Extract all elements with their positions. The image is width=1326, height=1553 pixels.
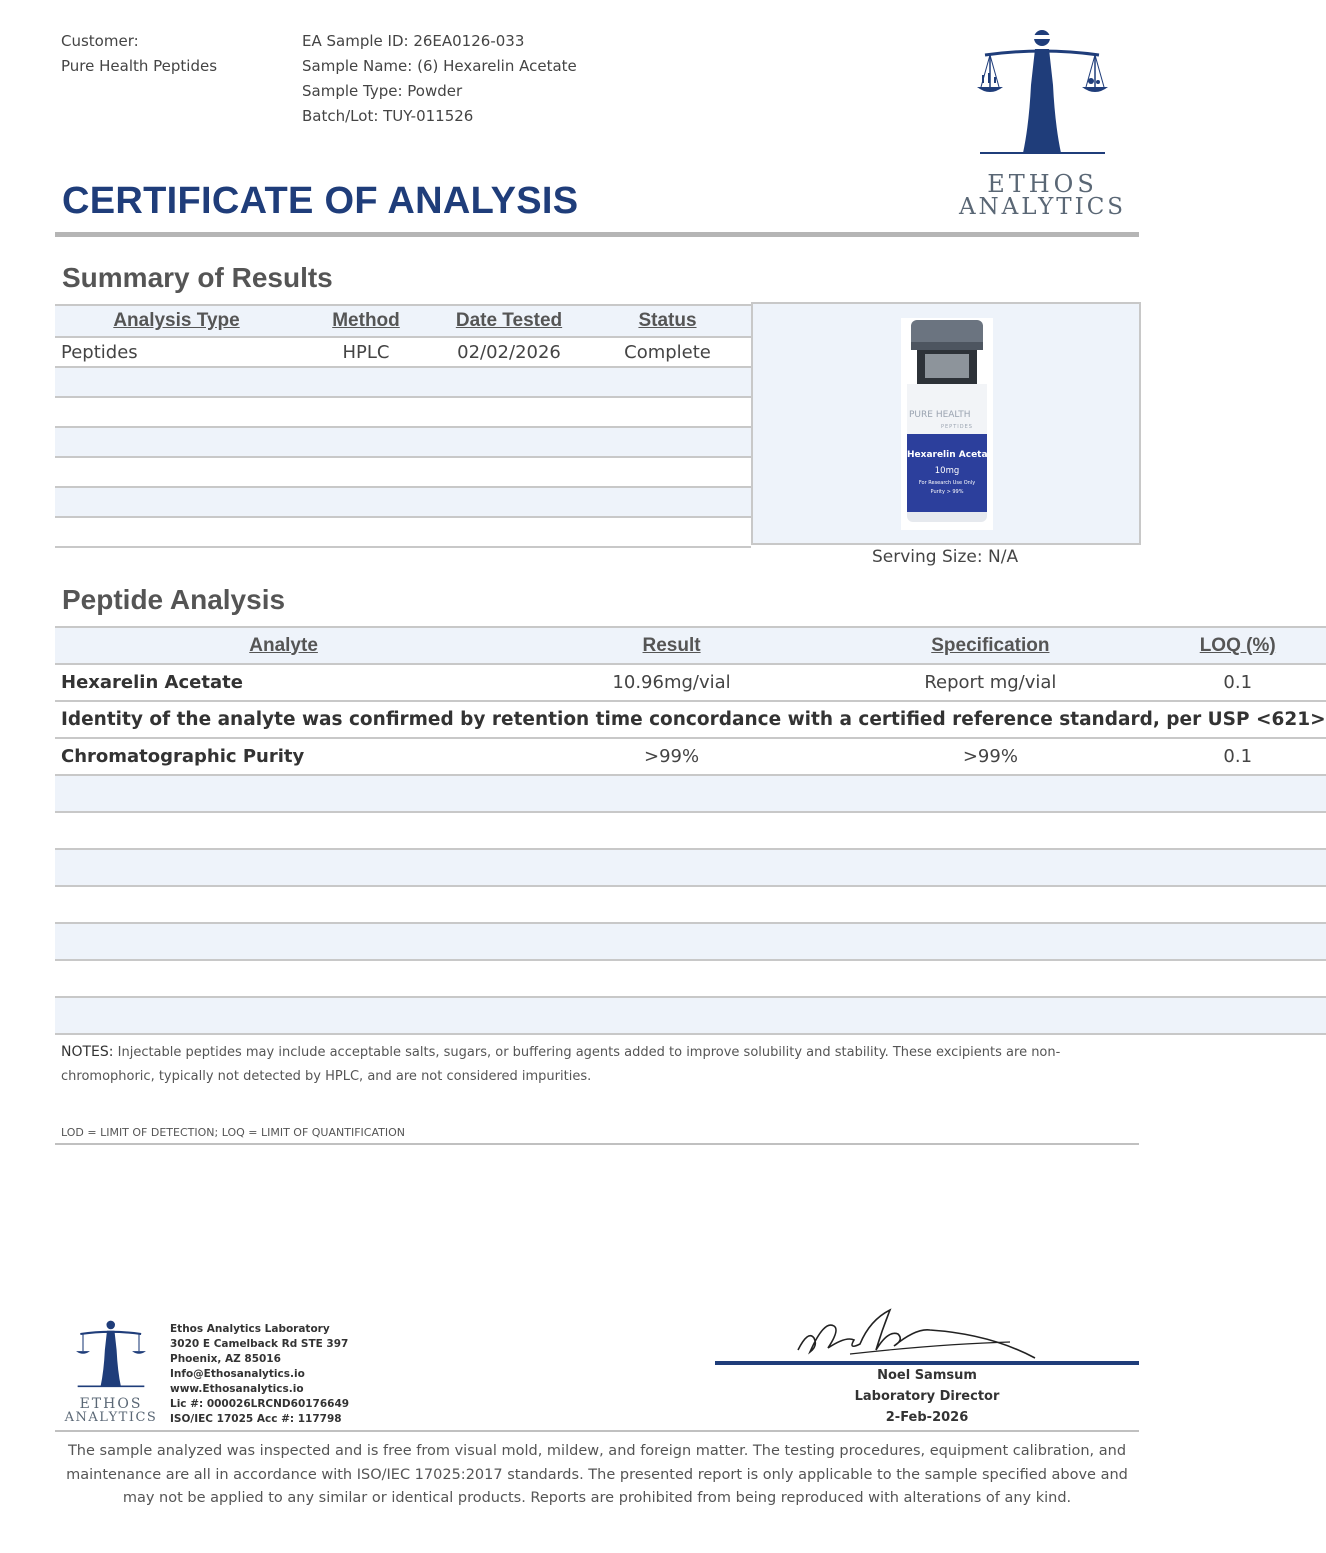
peptide-header-loq: LOQ (%) xyxy=(1150,627,1326,664)
customer-label: Customer: xyxy=(61,32,139,50)
summary-empty-row xyxy=(55,517,751,547)
summary-header-row xyxy=(55,305,751,337)
summary-header-status: Status xyxy=(584,305,751,337)
summary-header-method: Method xyxy=(298,305,434,337)
peptide-empty-row xyxy=(55,775,1326,812)
footer-logo xyxy=(56,1318,166,1428)
sample-name: Sample Name: (6) Hexarelin Acetate xyxy=(302,57,577,75)
analyte-loq: 0.1 xyxy=(1150,664,1326,701)
footer-logo-ethos: ETHOS xyxy=(79,1396,143,1412)
notes-label: NOTES: xyxy=(61,1044,114,1060)
disclaimer: The sample analyzed was inspected and is free from visual mold, mildew, and foreign matter. The testing procedures, equipment calibration, and maintenance are all in accordance with ISO/IEC 17025:2017 standards. The presented report is only applicable to the sample specified above and may not be applied to any similar or identical products. Reports are prohibited from being reproduced with alterations of any kind. xyxy=(66,1443,1128,1506)
signature-line xyxy=(715,1361,1139,1365)
signer-date: 2-Feb-2026 xyxy=(885,1410,969,1425)
peptide-empty-row xyxy=(55,849,1326,886)
logo-word-analytics: ANALYTICS xyxy=(958,194,1127,220)
summary-empty-row xyxy=(55,457,751,487)
signature-image xyxy=(790,1300,1040,1364)
peptide-empty-row xyxy=(55,812,1326,849)
footer-divider xyxy=(55,1430,1139,1432)
summary-header-analysis-type: Analysis Type xyxy=(55,305,298,337)
peptide-header-analyte: Analyte xyxy=(55,627,512,664)
peptide-header-result: Result xyxy=(512,627,831,664)
peptide-empty-row xyxy=(55,923,1326,960)
lab-iso: ISO/IEC 17025 Acc #: 117798 xyxy=(170,1413,342,1425)
scales-of-justice-icon xyxy=(945,25,1140,160)
sample-id: EA Sample ID: 26EA0126-033 xyxy=(302,32,525,50)
serving-size: Serving Size: N/A xyxy=(872,547,1019,567)
vial-image xyxy=(901,318,993,530)
signer-role: Laboratory Director xyxy=(854,1389,1000,1404)
vial-brand-sub: PEPTIDES xyxy=(941,424,973,430)
peptide-empty-row xyxy=(55,997,1326,1034)
summary-header-date-tested: Date Tested xyxy=(434,305,584,337)
lod-divider xyxy=(55,1143,1139,1145)
lab-address-1: 3020 E Camelback Rd STE 397 xyxy=(170,1338,349,1350)
footer-scales-icon xyxy=(56,1318,166,1390)
peptide-row-purity xyxy=(55,738,1326,775)
analyte-specification: Report mg/vial xyxy=(831,664,1150,701)
signer-name: Noel Samsum xyxy=(877,1368,977,1383)
summary-empty-row xyxy=(55,397,751,427)
lab-address-2: Phoenix, AZ 85016 xyxy=(170,1353,281,1365)
peptide-header-row xyxy=(55,627,1326,664)
peptide-row-hexarelin xyxy=(55,664,1326,701)
product-photo-frame xyxy=(751,302,1141,545)
summary-empty-row xyxy=(55,487,751,517)
peptide-empty-row xyxy=(55,886,1326,923)
sample-block xyxy=(302,29,577,129)
summary-cell-date: 02/02/2026 xyxy=(434,337,584,367)
ethos-logo xyxy=(945,25,1140,225)
peptide-row-identity xyxy=(55,701,1326,738)
customer-block xyxy=(61,29,217,79)
lab-email: Info@Ethosanalytics.io xyxy=(170,1368,305,1380)
purity-name: Chromatographic Purity xyxy=(55,738,512,775)
vial-line1: For Research Use Only xyxy=(918,480,976,486)
summary-cell-method: HPLC xyxy=(298,337,434,367)
peptide-header-specification: Specification xyxy=(831,627,1150,664)
lab-website: www.Ethosanalytics.io xyxy=(170,1383,304,1395)
notes-text: Injectable peptides may include acceptable salts, sugars, or buffering agents added to improve solubility and stability. These excipients are non-chromophoric, typically not detected by HPLC, and are not considered impurities. xyxy=(61,1045,1061,1084)
customer-name: Pure Health Peptides xyxy=(61,57,218,75)
vial-dose: 10mg xyxy=(934,466,960,476)
vial-line2: Purity > 99% xyxy=(930,489,964,495)
peptide-table xyxy=(55,626,1326,1035)
summary-empty-row xyxy=(55,427,751,457)
summary-table xyxy=(55,304,751,548)
peptide-title: Peptide Analysis xyxy=(62,584,286,615)
analyte-result: 10.96mg/vial xyxy=(512,664,831,701)
notes xyxy=(61,1040,1141,1089)
lab-name: Ethos Analytics Laboratory xyxy=(170,1323,330,1335)
purity-specification: >99% xyxy=(831,738,1150,775)
lab-license: Lic #: 000026LRCND60176649 xyxy=(170,1398,350,1410)
sample-type: Sample Type: Powder xyxy=(302,82,463,100)
purity-result: >99% xyxy=(512,738,831,775)
summary-cell-status: Complete xyxy=(584,337,751,367)
vial-product: Hexarelin Aceta xyxy=(907,450,988,460)
lab-address-block xyxy=(170,1322,349,1427)
logo-word-ethos: ETHOS xyxy=(987,170,1098,198)
analyte-name: Hexarelin Acetate xyxy=(55,664,512,701)
summary-row xyxy=(55,337,751,367)
purity-loq: 0.1 xyxy=(1150,738,1326,775)
lod-loq-legend: LOD = LIMIT OF DETECTION; LOQ = LIMIT OF QUANTIFICATION xyxy=(61,1126,405,1139)
summary-title: Summary of Results xyxy=(62,262,333,293)
sample-batch: Batch/Lot: TUY-011526 xyxy=(302,107,474,125)
identity-statement: Identity of the analyte was confirmed by retention time concordance with a certified reference standard, per USP <621> xyxy=(55,701,1326,738)
vial-brand: PURE HEALTH xyxy=(909,410,971,420)
summary-cell-analysis-type: Peptides xyxy=(55,337,298,367)
summary-empty-row xyxy=(55,367,751,397)
peptide-empty-row xyxy=(55,960,1326,997)
page-title: CERTIFICATE OF ANALYSIS xyxy=(62,180,579,222)
footer-logo-analytics: ANALYTICS xyxy=(64,1410,158,1425)
title-divider xyxy=(55,232,1139,237)
